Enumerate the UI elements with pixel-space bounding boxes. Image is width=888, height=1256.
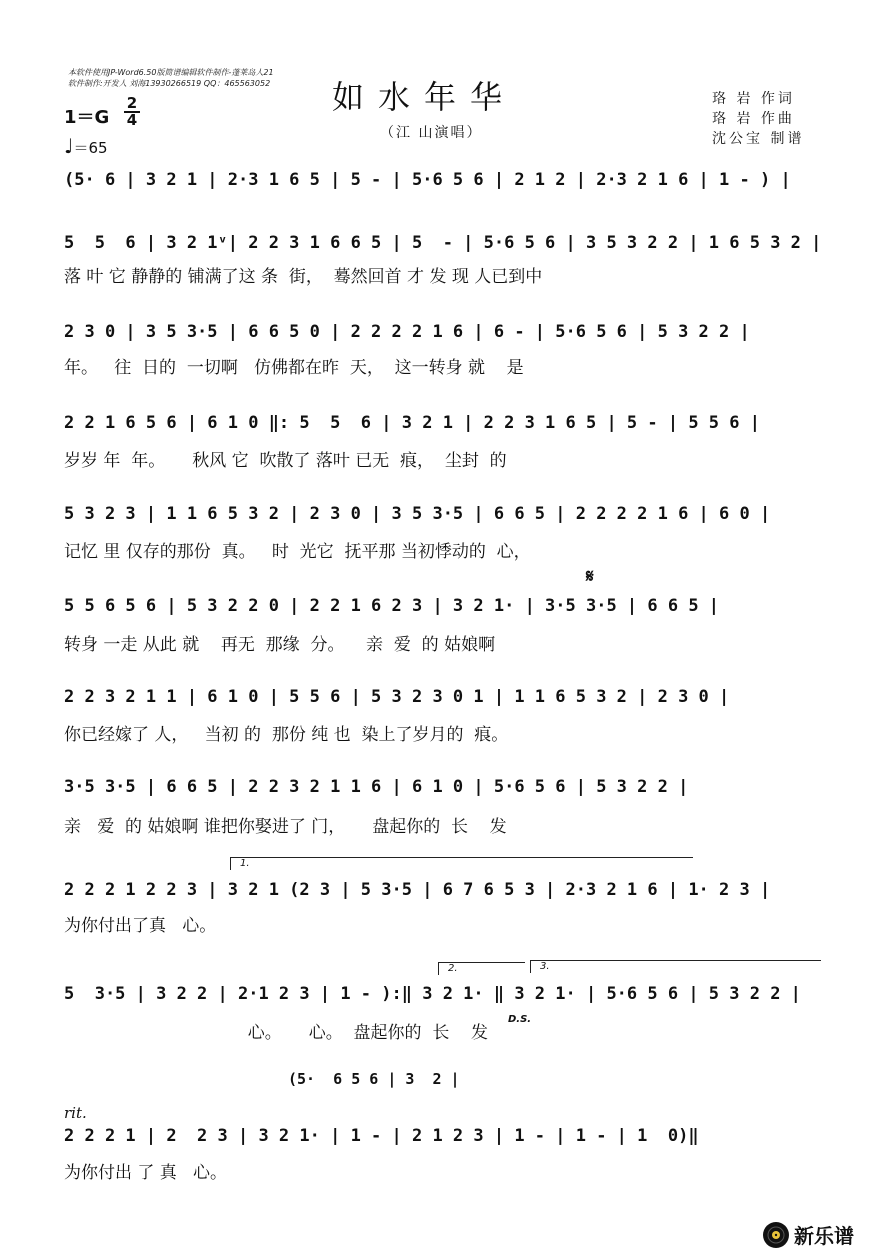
score-row-7-notes: 2 2 3 2 1 1 | 6 1 0 | 5 5 6 | 5 3 2 3 0 1 | 1 1 6 5 3 2 | 2 3 0 | [64,687,730,707]
software-note-line2: 软件制作:开发人 刘海13930266519 QQ：465563052 [68,79,271,88]
volta-1-bracket [230,857,693,870]
score-row-6-lyrics: 转身 一走 从此 就 再无 那缘 分。 亲 爱 的 姑娘啊 [64,635,496,655]
score-row-9-notes: 2 2 2 1 2 2 3 | 3 2 1 (2 3 | 5 3·5 | 6 7 6 5 3 | 2·3 2 1 6 | 1· 2 3 | [64,880,771,900]
time-signature [124,96,140,128]
score-row-5-lyrics: 记忆 里 仅存的那份 真。 时 光它 抚平那 当初悸动的 心， [64,542,531,562]
composer-credit: 珞 岩 作曲 [712,111,795,127]
site-logo[interactable] [762,1220,854,1249]
score-row-1-notes: (5· 6 | 3 2 1 | 2·3 1 6 5 | 5 - | 5·6 5 6 | 2 1 2 | 2·3 2 1 6 | 1 - ) | [64,170,791,190]
time-sig-bottom: 4 [124,111,140,128]
score-row-3-lyrics: 年。 往 日的 一切啊 仿佛都在昨 天， 这一转身 就 是 [64,358,524,378]
score-row-2-lyrics: 落 叶 它 静静的 铺满了这 条 街， 蓦然回首 才 发 现 人已到中 [64,267,543,287]
score-row-12-notes: 2 2 2 1 | 2 2 3 | 3 2 1· | 1 - | 2 1 2 3 | 1 - | 1 - | 1 0)‖ [64,1126,699,1146]
logo-text: 新乐谱 [794,1224,854,1248]
volta-2-label: 2. [448,963,458,974]
score-row-9-lyrics: 为你付出了真 心。 [64,916,217,936]
volta-3-label: 3. [540,961,550,972]
quarter-note-icon: ♩ [64,134,74,158]
ossia-notes: (5· 6 5 6 | 3 2 | [288,1070,460,1088]
score-row-10-lyrics: 心。 心。 盘起你的 长 发 [64,1023,488,1043]
score-row-8-notes: 3·5 3·5 | 6 6 5 | 2 2 3 2 1 1 6 | 6 1 0 | 5·6 5 6 | 5 3 2 2 | [64,777,689,797]
vinyl-record-icon [762,1221,790,1249]
song-title: 如水年华 [332,78,517,116]
volta-1-label: 1. [240,858,250,869]
score-row-12-lyrics: 为你付出 了 真 心。 [64,1163,228,1183]
score-row-8-lyrics: 亲 爱 的 姑娘啊 谁把你娶进了 门， 盘起你的 长 发 [64,817,507,837]
volta-3-bracket [530,960,821,973]
score-row-7-lyrics: 你已经嫁了 人， 当初 的 那份 纯 也 染上了岁月的 痕。 [64,725,509,745]
software-note-line1: 本软件使用JP-Word6.50版简谱编辑软件制作-蓬莱岛人21 [68,68,274,77]
key-signature: 1＝G [64,107,110,128]
score-row-5-notes: 5 3 2 3 | 1 1 6 5 3 2 | 2 3 0 | 3 5 3·5 | 6 6 5 | 2 2 2 2 1 6 | 6 0 | [64,504,771,524]
singer-credit: （江 山演唱） [380,125,483,141]
ritardando-mark: rit. [64,1104,87,1122]
lyricist-credit: 珞 岩 作词 [712,91,795,107]
score-row-10-notes: 5 3·5 | 3 2 2 | 2·1 2 3 | 1 - ):‖ 3 2 1· ‖ 3 2 1· | 5·6 5 6 | 5 3 2 2 | [64,984,801,1004]
time-sig-top: 2 [126,94,138,112]
segno-sign: 𝄋 [586,566,594,587]
dal-segno-mark: D.S. [508,1014,532,1025]
score-row-2-notes: 5 5 6 | 3 2 1ᵛ| 2 2 3 1 6 6 5 | 5 - | 5·6 5 6 | 3 5 3 2 2 | 1 6 5 3 2 | [64,233,822,253]
tempo-marking [64,134,108,158]
tempo-value: ＝65 [73,139,108,157]
score-row-4-lyrics: 岁岁 年 年。 秋风 它 吹散了 落叶 已无 痕， 尘封 的 [64,451,507,471]
transcriber-credit: 沈公宝 制谱 [712,131,805,147]
score-row-6-notes: 5 5 6 5 6 | 5 3 2 2 0 | 2 2 1 6 2 3 | 3 2 1· | 3·5 3·5 | 6 6 5 | [64,596,720,616]
score-row-4-notes: 2 2 1 6 5 6 | 6 1 0 ‖: 5 5 6 | 3 2 1 | 2 2 3 1 6 5 | 5 - | 5 5 6 | [64,413,760,433]
score-row-3-notes: 2 3 0 | 3 5 3·5 | 6 6 5 0 | 2 2 2 2 1 6 | 6 - | 5·6 5 6 | 5 3 2 2 | [64,322,750,342]
